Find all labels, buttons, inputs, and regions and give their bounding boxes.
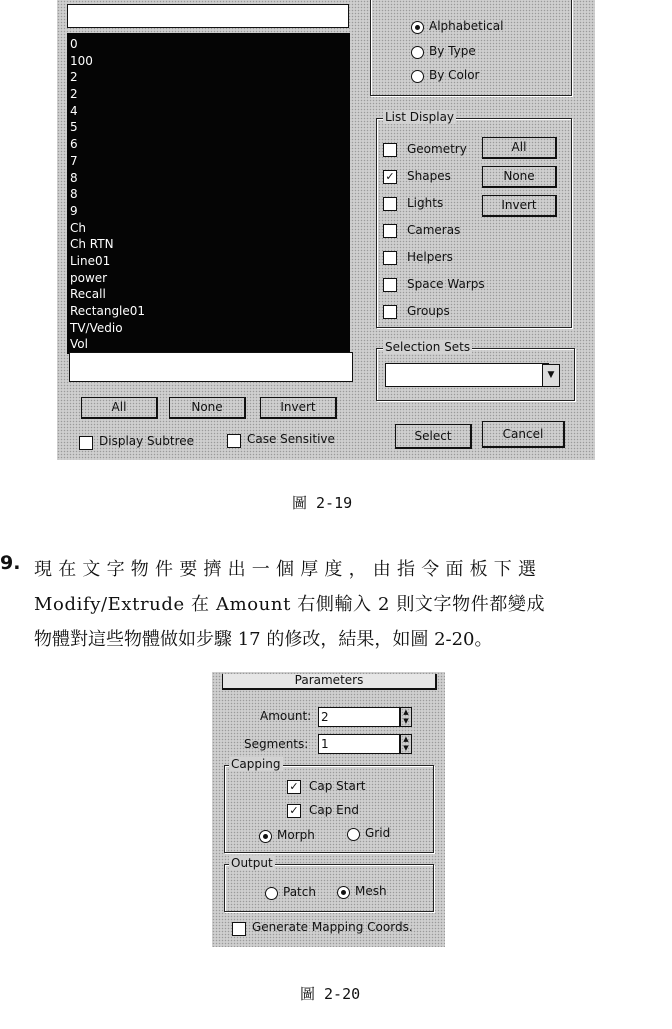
select-button[interactable]: Select [395,424,472,449]
sort-by-type-label: By Type [429,44,476,58]
select-objects-dialog [57,0,595,460]
morph-label: Morph [277,828,315,842]
cancel-button[interactable]: Cancel [482,421,565,448]
display-none-button[interactable]: None [482,166,557,188]
case-sensitive-checkbox[interactable] [227,434,241,448]
amount-spinner[interactable]: ▲ ▼ [400,707,412,727]
list-item[interactable]: 0 [70,37,78,51]
extrude-parameters-panel [212,672,445,947]
list-invert-button[interactable]: Invert [260,397,337,419]
shapes-label: Shapes [407,169,451,183]
list-item[interactable]: 100 [70,53,93,68]
mesh-radio[interactable] [337,886,350,899]
display-subtree-checkbox[interactable] [79,436,93,450]
lights-label: Lights [407,196,444,210]
groups-checkbox[interactable] [383,305,397,319]
parameters-title: Parameters [294,673,364,687]
sort-by-color-radio[interactable] [411,70,424,83]
list-blank-area [69,352,353,382]
patch-radio[interactable] [265,887,278,900]
list-item[interactable]: 5 [70,120,78,135]
groups-label: Groups [407,304,450,318]
selection-sets-dropdown[interactable] [385,363,549,387]
sort-by-type-radio[interactable] [411,46,424,59]
display-invert-button[interactable]: Invert [482,195,557,217]
selection-sets-group [376,340,575,401]
list-item[interactable]: 6 [70,137,78,152]
selection-sets-group-title: Selection Sets [385,340,471,354]
object-list[interactable] [67,33,350,354]
list-item[interactable]: 2 [70,70,78,85]
mesh-label: Mesh [355,884,387,898]
grid-radio[interactable] [347,828,360,841]
geometry-label: Geometry [407,142,467,156]
generate-mapping-checkbox[interactable] [232,922,246,936]
list-item[interactable]: Vol [70,337,88,352]
space-warps-checkbox[interactable] [383,278,397,292]
capping-group [224,757,434,853]
cameras-label: Cameras [407,223,461,237]
display-subtree-label: Display Subtree [99,434,195,448]
list-item[interactable]: 8 [70,187,78,202]
step-number: 9. [0,552,21,574]
patch-label: Patch [283,885,316,899]
list-item[interactable]: 7 [70,153,78,168]
list-item[interactable]: power [70,270,108,285]
sort-alphabetical-radio[interactable] [411,21,424,34]
segments-input[interactable]: 1 [318,734,400,754]
cap-end-checkbox[interactable]: ✓ [287,804,301,818]
space-warps-label: Space Warps [407,277,485,291]
step-text-line-1: 現在文字物件要擠出一個厚度，由指令面板下選 [34,559,543,580]
step-text-line-3: 物體對這些物體做如步驟 17 的修改，結果，如圖 2-20。 [34,629,493,650]
list-item[interactable]: 9 [70,203,78,218]
list-item[interactable]: Recall [70,287,106,302]
list-item[interactable]: 4 [70,103,78,118]
capping-group-title: Capping [231,757,281,771]
generate-mapping-label: Generate Mapping Coords. [252,920,413,934]
list-item[interactable]: Ch RTN [70,237,114,252]
segments-spinner[interactable]: ▲ ▼ [400,734,412,754]
chevron-down-icon[interactable]: ▼ [542,364,560,387]
shapes-checkbox[interactable]: ✓ [383,170,397,184]
cap-start-checkbox[interactable]: ✓ [287,780,301,794]
list-item[interactable]: 8 [70,170,78,185]
sort-group [370,0,572,96]
output-group [224,856,434,912]
name-filter-input[interactable] [67,4,349,28]
list-display-group [376,110,572,328]
helpers-checkbox[interactable] [383,251,397,265]
sort-alphabetical-label: Alphabetical [429,19,504,33]
list-none-button[interactable]: None [169,397,246,419]
amount-label: Amount: [260,709,312,723]
figure-caption-2-20: 圖 2-20 [300,985,361,1003]
grid-label: Grid [365,826,391,840]
segments-label: Segments: [244,737,309,751]
helpers-label: Helpers [407,250,453,264]
list-item[interactable]: TV/Vedio [70,320,123,335]
sort-by-color-label: By Color [429,68,480,82]
parameters-rollout-header[interactable] [222,674,437,690]
list-display-group-title: List Display [385,110,455,124]
geometry-checkbox[interactable] [383,143,397,157]
list-item[interactable]: Rectangle01 [70,304,146,318]
list-item[interactable]: Ch [70,220,86,235]
list-item[interactable]: Line01 [70,253,111,268]
morph-radio[interactable] [259,830,272,843]
figure-caption-2-19: 圖 2-19 [292,494,353,512]
list-all-button[interactable]: All [81,397,158,419]
display-all-button[interactable]: All [482,137,557,159]
cap-end-label: Cap End [309,803,359,817]
output-group-title: Output [231,856,273,870]
cap-start-label: Cap Start [309,779,366,793]
case-sensitive-label: Case Sensitive [247,432,335,446]
step-text-line-2: Modify/Extrude 在 Amount 右側輸入 2 則文字物件都變成 [34,594,546,615]
amount-input[interactable]: 2 [318,707,400,727]
list-item[interactable]: 2 [70,87,78,102]
lights-checkbox[interactable] [383,197,397,211]
cameras-checkbox[interactable] [383,224,397,238]
